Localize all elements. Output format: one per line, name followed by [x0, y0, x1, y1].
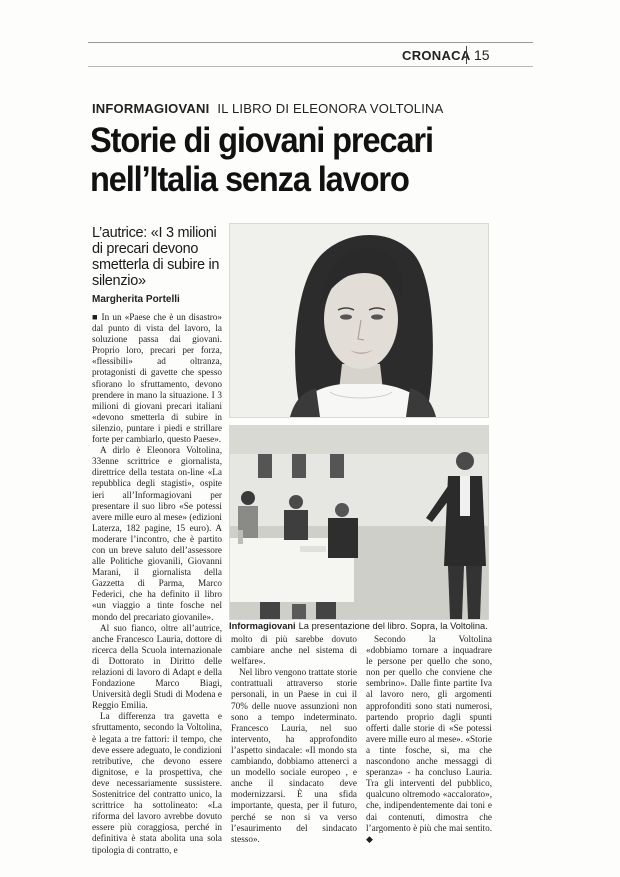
paragraph — [366, 634, 492, 845]
paragraph: ■ In un «Paese che è un disastro» dal punto di vista del lavoro, la soluzione passa dai giovani. Proprio loro, precari per forza, «flessibili» ad oltranza, protagonisti di gavette che spesso sfiorano lo sfruttamento, devono prendere in mano la situazione. I 3 milioni di giovani precari italiani «devono smetterla di subire in silenzio, puntare i piedi e strillare forte per cambiarlo, questo Paese». — [92, 312, 222, 445]
page-number: 15 — [474, 47, 490, 63]
paragraph: Nel libro vengono trattate storie contrattuali attraverso storie personali, in un Paese in cui il 70% delle nuove assunzioni non sono a tempo indeterminato. Francesco Lauria, nel suo intervento, ha approfondito l’aspetto sindacale: «Il mondo sta cambiando, dobbiamo attenerci a un modello sociale europeo , e anche il sindacato deve modernizzarsi. È una sfida importante, questa, per il futuro, perché se non si va verso l’esaurimento del sindacato stesso». — [231, 667, 357, 844]
presentation-photo — [229, 425, 489, 620]
subhead: L’autrice: «I 3 milioni di precari devono smetterla di subire in silenzio» — [92, 225, 220, 289]
article-column-1 — [92, 312, 222, 855]
kicker — [92, 101, 444, 116]
portrait-illustration — [230, 224, 488, 417]
caption-text: La presentazione del libro. Sopra, la Voltolina. — [298, 621, 488, 631]
header-bottom-rule — [88, 66, 533, 67]
paragraph: Al suo fianco, oltre all’autrice, anche Francesco Lauria, dottore di ricerca della Scuola internazionale di Dottorato in Diritto delle relazioni di lavoro di Adapt e della Fondazione Marco Biagi, Università degli Studi di Modena e Reggio Emilia. — [92, 622, 222, 711]
author-portrait-photo — [229, 223, 489, 418]
paragraph: La differenza tra gavetta e sfruttamento, secondo la Voltolina, è legata a tre fattori: il tempo, che deve essere adeguato, le condizioni retributive, che devono essere dignitose, e la prospettiva, che deve necessariamente sussistere. Sostenitrice del contratto unico, la scrittrice ha sottolineato: «La riforma del lavoro avrebbe dovuto essere più coraggiosa, perché in definitiva è stata abolita una sola tipologia di contratto, e — [92, 711, 222, 855]
caption-tag: Informagiovani — [229, 621, 296, 631]
headline — [90, 121, 499, 199]
article-column-3 — [366, 634, 492, 844]
header-separator — [466, 46, 467, 64]
article-column-2 — [231, 634, 357, 844]
paragraph: molto di più sarebbe dovuto cambiare anche nel sistema di welfare». — [231, 634, 357, 667]
kicker-text: IL LIBRO DI ELEONORA VOLTOLINA — [217, 101, 444, 116]
paragraph-text: Secondo la Voltolina «dobbiamo tornare a inquadrare le persone per quello che sono, non per quello che conviene che sembrino». Dalle finte partite Iva al lavoro nero, gli argomenti approfonditi sono stati numerosi, partendo proprio dagli spunti offerti dalle storie di «Se potessi avere mille euro al mese». «Storie a tinte fosche, sì, ma che nascondono anche messaggi di speranza» - ha concluso Lauria. Tra gli interventi del pubblico, qualcuno oltremodo «accalorato», che, indipendentemente dai toni e dai contenuti, dimostra che l’argomento è più che mai sentito. — [366, 634, 492, 833]
photo-caption — [229, 621, 491, 631]
kicker-tag: INFORMAGIOVANI — [92, 101, 210, 116]
top-rule — [88, 42, 533, 43]
headline-line-1: Storie di giovani precari — [90, 121, 433, 160]
section-label: CRONACA — [402, 48, 471, 63]
headline-line-2: nell’Italia senza lavoro — [90, 160, 409, 199]
paragraph: A dirlo è Eleonora Voltolina, 33enne scrittrice e giornalista, direttrice della testata on-line «La repubblica degli stagisti», ospite ieri all’Informagiovani per presentare il suo libro «Se potessi avere mille euro al mese» (edizioni Laterza, 182 pagine, 15 euro). A moderare l’incontro, che è partito con un breve saluto dell’assessore alle Politiche giovanili, Giovanni Marani, il giornalista della Gazzetta di Parma, Marco Federici, che ha definito il libro «un viaggio a tinte fosche nel mondo del precariato giovanile». — [92, 445, 222, 622]
end-mark-icon: ◆ — [366, 833, 373, 844]
byline: Margherita Portelli — [92, 294, 180, 305]
presentation-illustration — [230, 426, 488, 619]
